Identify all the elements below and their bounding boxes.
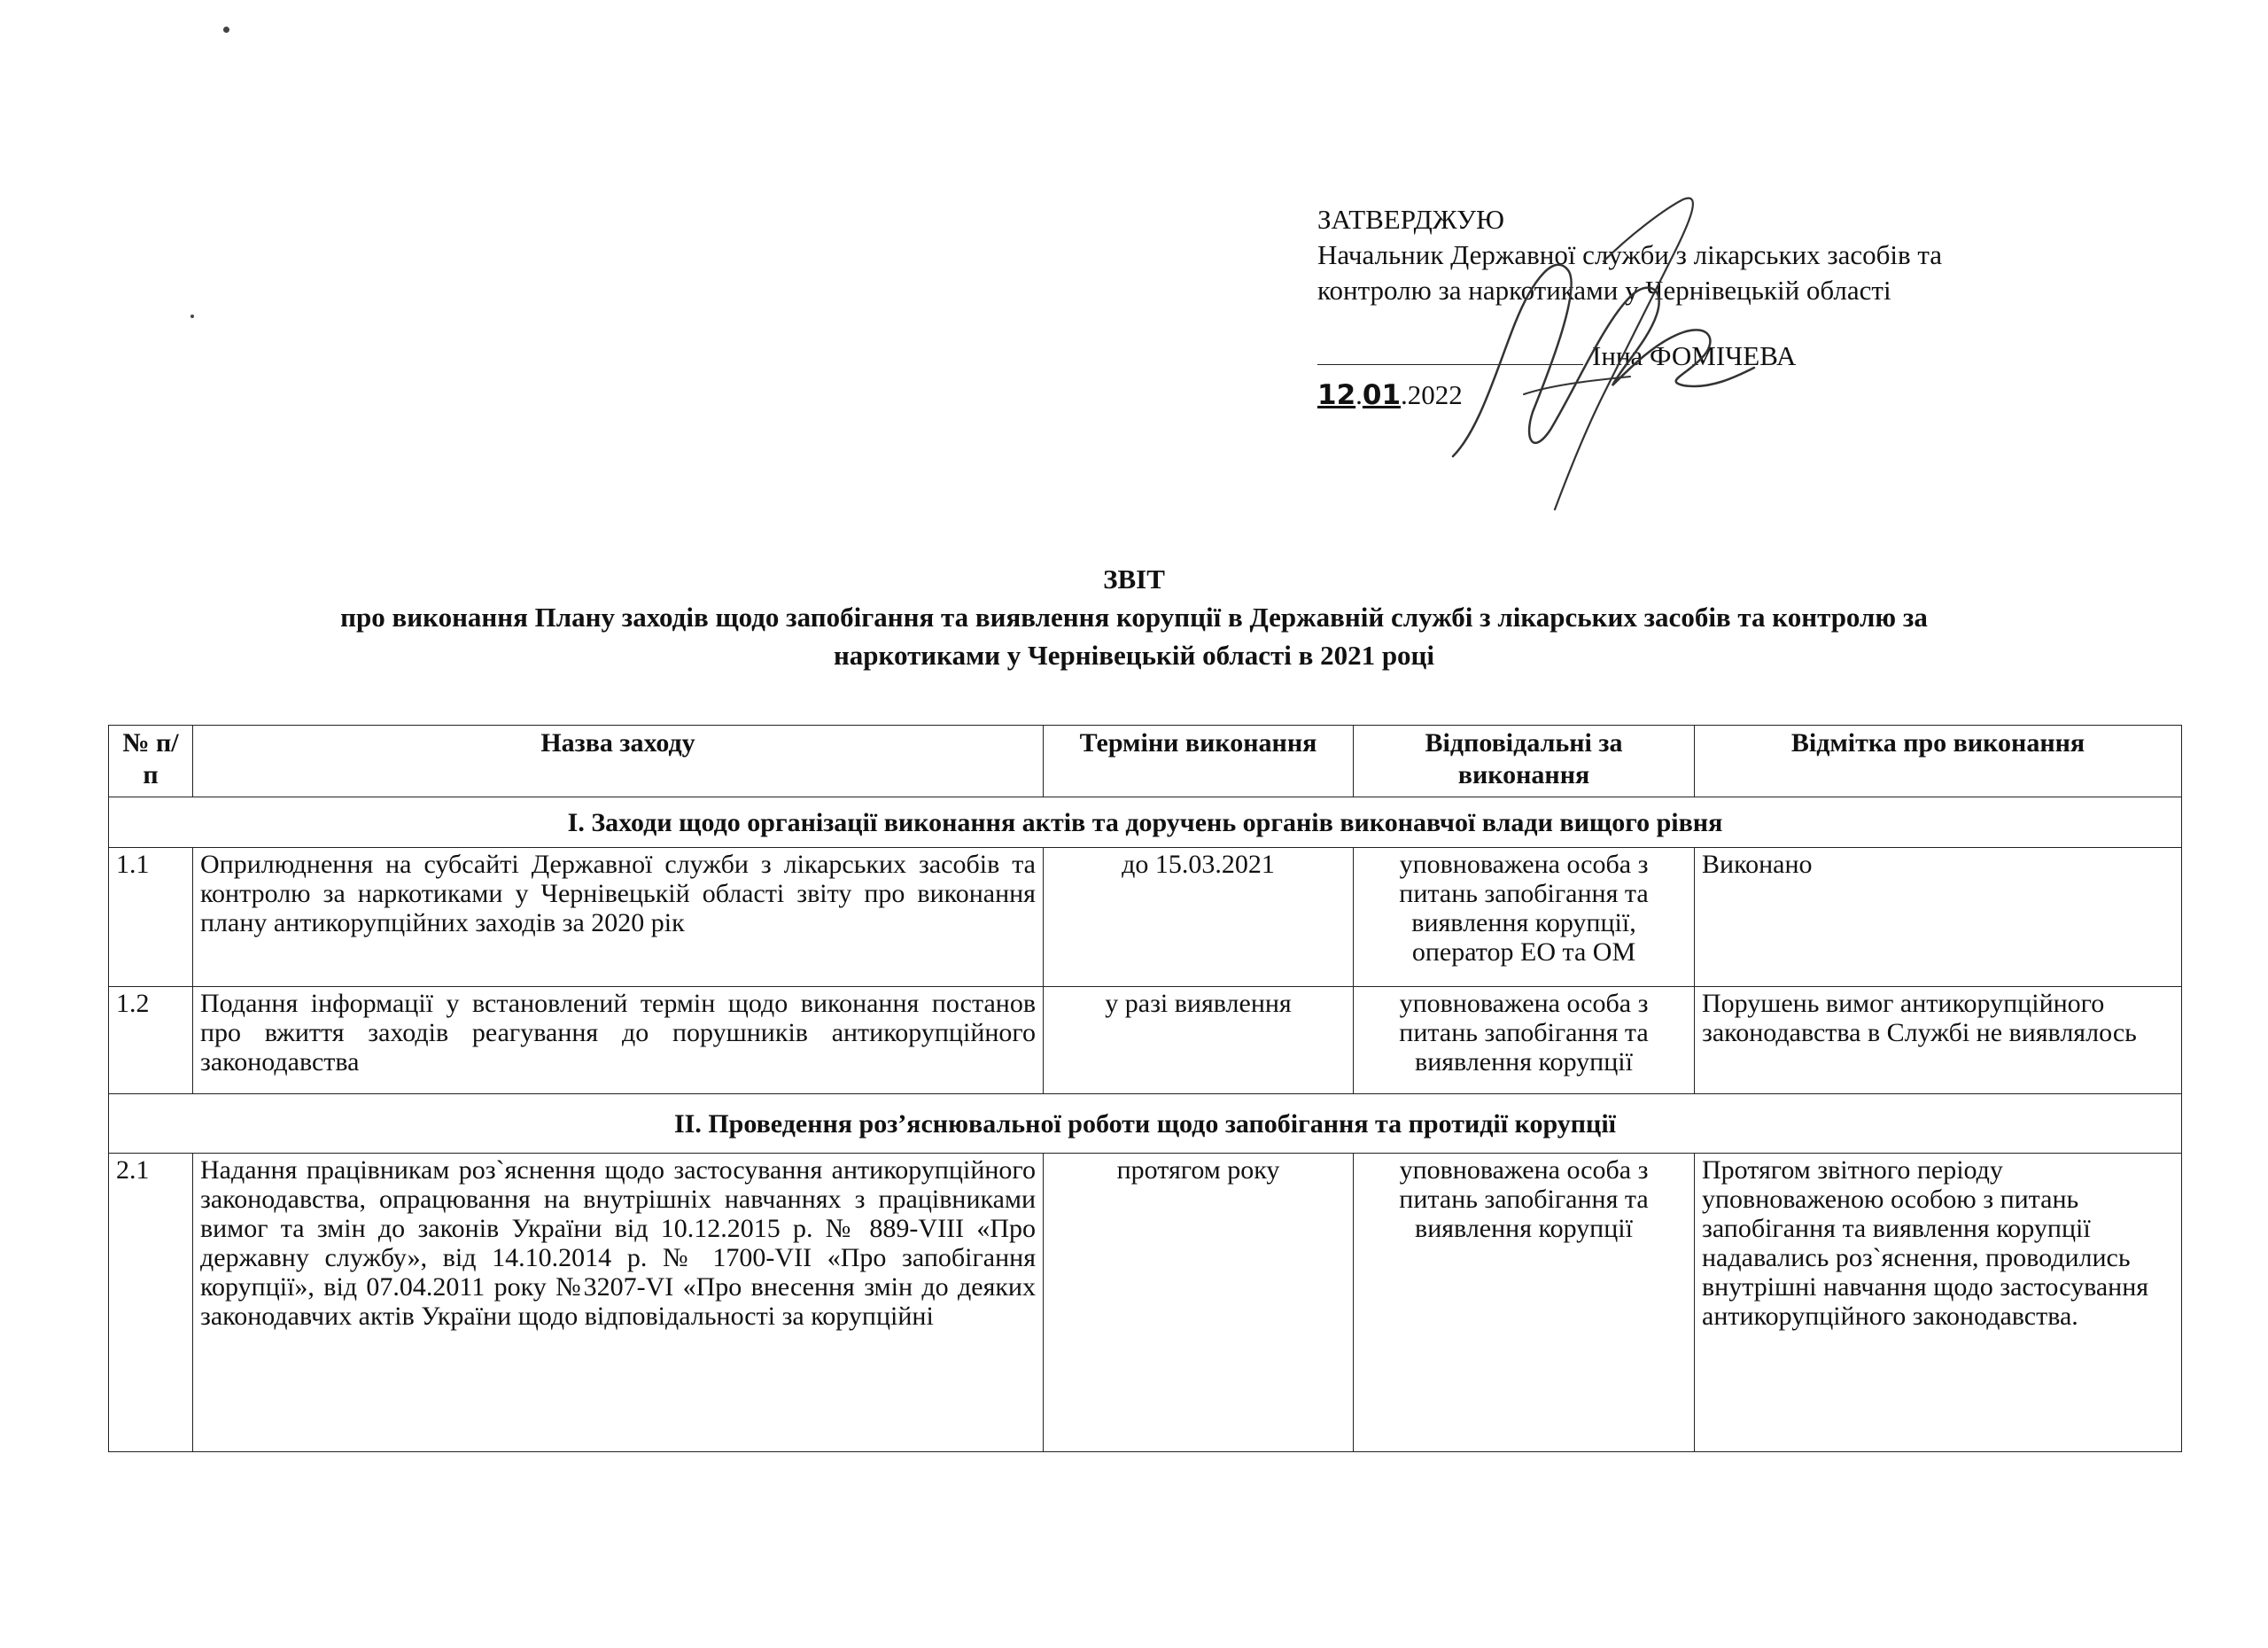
report-table — [108, 725, 2182, 1452]
row-note: Виконано — [1695, 848, 2182, 987]
row-responsible: уповноважена особа з питань запобігання та виявлення корупції — [1354, 987, 1695, 1094]
header-responsible: Відповідальні за виконання — [1354, 726, 1695, 797]
scan-speck — [223, 27, 229, 33]
section-title: ІІ. Проведення роз’яснювальної роботи щодо запобігання та протидії корупції — [109, 1094, 2182, 1154]
row-description: Надання працівникам роз`яснення щодо застосування антикорупційного законодавства, опрацювання на внутрішніх навчаннях з працівниками вимог та змін до законів України від 10.12.2015 р. № 889-VIII «Про державну службу», від 14.10.2014 р. № 1700-VII «Про запобігання корупції», від 07.04.2011 року №3207-VI «Про внесення змін до деяких законодавчих актів України щодо відповідальності за корупційні — [193, 1154, 1044, 1452]
date-month: 01 — [1362, 379, 1402, 411]
date-year: .2022 — [1401, 379, 1463, 410]
row-note: Порушень вимог антикорупційного законодавства в Службі не виявлялось — [1695, 987, 2182, 1094]
section-title: І. Заходи щодо організації виконання актів та доручень органів виконавчої влади вищого рівня — [109, 797, 2182, 848]
approver-position-line2: контролю за наркотиками у Чернівецькій області — [1317, 275, 1891, 306]
row-description: Оприлюднення на субсайті Державної служби з лікарських засобів та контролю за наркотиками у Чернівецькій області звіту про виконання плану антикорупційних заходів за 2020 рік — [193, 848, 1044, 987]
row-note: Протягом звітного періоду уповноваженою особою з питань запобігання та виявлення корупції надавались роз`яснення, проводились внутрішні навчання щодо застосування антикорупційного законодавства. — [1695, 1154, 2182, 1452]
table-row — [109, 848, 2182, 987]
row-num: 1.2 — [109, 987, 193, 1094]
row-responsible: уповноважена особа з питань запобігання та виявлення корупції, оператор ЕО та ОМ — [1354, 848, 1695, 987]
report-heading: ЗВІТ — [1103, 564, 1165, 595]
header-name: Назва заходу — [193, 726, 1044, 797]
header-num: № п/п — [109, 726, 193, 797]
approval-label: ЗАТВЕРДЖУЮ — [1317, 204, 1504, 235]
date-day: 12 — [1317, 379, 1356, 411]
section-row — [109, 797, 2182, 848]
report-title-block — [142, 560, 2126, 674]
header-note: Відмітка про виконання — [1695, 726, 2182, 797]
section-row — [109, 1094, 2182, 1154]
row-term: у разі виявлення — [1044, 987, 1354, 1094]
scan-speck — [190, 315, 194, 318]
header-term: Терміни виконання — [1044, 726, 1354, 797]
row-description: Подання інформації у встановлений термін щодо виконання постанов про вжиття заходів реагування до порушників антикорупційного законодавства — [193, 987, 1044, 1094]
approver-name: Інна ФОМІЧЕВА — [1592, 340, 1797, 371]
table-header-row — [109, 726, 2182, 797]
row-term: до 15.03.2021 — [1044, 848, 1354, 987]
report-subtitle-line1: про виконання Плану заходів щодо запобігання та виявлення корупції в Державній службі з лікарських засобів та контролю за — [340, 602, 1928, 633]
handwritten-signature — [1400, 164, 1807, 518]
table-row — [109, 1154, 2182, 1452]
approval-date: 12.01.2022 — [1317, 379, 1463, 411]
row-responsible: уповноважена особа з питань запобігання та виявлення корупції — [1354, 1154, 1695, 1452]
row-num: 1.1 — [109, 848, 193, 987]
row-term: протягом року — [1044, 1154, 1354, 1452]
report-subtitle-line2: наркотиками у Чернівецькій області в 2021 році — [833, 640, 1435, 671]
approver-position-line1: Начальник Державної служби з лікарських засобів та — [1317, 239, 1943, 270]
row-num: 2.1 — [109, 1154, 193, 1452]
table-row — [109, 987, 2182, 1094]
